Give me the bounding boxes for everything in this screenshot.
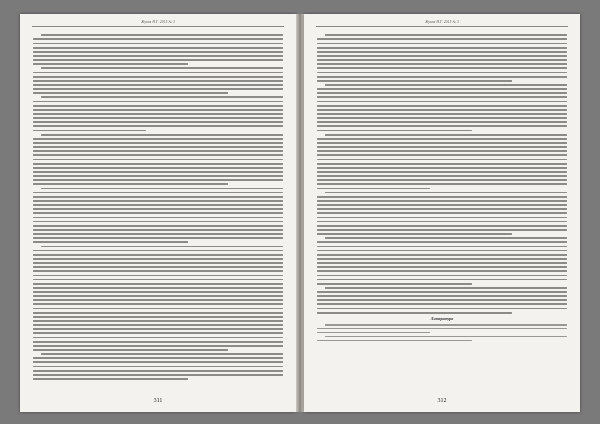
text-line [33,55,283,57]
text-line [317,221,567,223]
text-line [317,279,567,281]
text-line [33,76,283,78]
text-line [33,204,283,206]
right-page [304,14,580,412]
text-line [317,204,567,206]
text-line [317,96,567,98]
text-line [317,175,567,177]
text-line [33,200,283,202]
text-line [317,67,567,69]
text-line [325,134,567,136]
text-line [33,345,283,347]
text-line [33,221,283,223]
text-line [33,171,283,173]
text-line [33,357,283,359]
text-line [41,188,283,190]
text-line [33,233,283,235]
right-body-text [317,32,567,341]
text-line [317,299,567,301]
text-line [317,63,567,65]
text-line [41,246,283,248]
text-line [33,47,283,49]
text-line [33,159,283,161]
text-line [33,167,283,169]
left-head-rule [32,26,284,27]
text-line [33,138,283,140]
text-line [33,361,283,363]
text-line [33,51,283,53]
text-line [33,196,283,198]
text-line [325,237,567,239]
text-line [325,192,567,194]
text-line [317,291,567,293]
text-line [317,171,567,173]
text-line [33,270,283,272]
text-line [33,63,188,65]
text-line [33,130,146,132]
text-line [317,51,567,53]
text-line [317,283,472,285]
text-line [33,179,283,181]
text-line [317,266,567,268]
left-page [20,14,296,412]
text-line [33,150,283,152]
text-line [317,121,567,123]
text-line [33,72,283,74]
text-line [317,167,567,169]
text-line [317,88,567,90]
text-line [33,374,283,376]
text-line [33,266,283,268]
right-head-rule [316,26,568,27]
text-line [33,287,283,289]
text-line [317,150,567,152]
text-line [33,192,283,194]
reference-line [325,336,567,338]
reference-line [317,332,430,334]
text-line [33,43,283,45]
text-line [33,241,188,243]
text-line [317,225,567,227]
text-line [33,237,283,239]
text-line [317,295,567,297]
book-gutter [296,14,304,412]
text-line [33,183,228,185]
text-line [33,328,283,330]
left-body-text [33,32,283,380]
reference-line [317,340,472,342]
text-line [33,254,283,256]
text-line [33,38,283,40]
left-running-head: Жуков Н.Г. 2015 № 3 [141,20,175,24]
text-line [33,154,283,156]
text-line [317,38,567,40]
text-line [33,366,283,368]
text-line [317,188,430,190]
text-line [41,34,283,36]
text-line [317,55,567,57]
text-line [41,67,283,69]
text-line [317,303,567,305]
text-line [33,229,283,231]
text-line [317,258,567,260]
text-line [317,163,567,165]
text-line [317,92,567,94]
text-line [317,250,567,252]
text-line [33,332,283,334]
text-line [33,208,283,210]
text-line [317,154,567,156]
text-line [317,43,567,45]
text-line [33,59,283,61]
text-line [317,146,567,148]
text-line [33,378,188,380]
text-line [33,308,283,310]
text-line [33,291,283,293]
references-title: Литература [430,315,454,321]
text-line [33,283,283,285]
text-line [41,96,283,98]
text-line [317,130,472,132]
text-line [33,146,283,148]
text-line [317,72,567,74]
text-line [317,142,567,144]
text-line [33,275,283,277]
text-line [33,324,283,326]
text-line [33,337,283,339]
text-line [33,303,283,305]
left-page-number: 311 [153,398,163,404]
text-line [33,262,283,264]
text-line [317,212,567,214]
text-line [33,295,283,297]
text-line [33,109,283,111]
text-line [317,200,567,202]
text-line [41,134,283,136]
text-line [317,241,567,243]
text-line [317,105,567,107]
text-line [317,312,512,314]
text-line [317,262,567,264]
text-line [325,34,567,36]
text-line [33,250,283,252]
text-line [317,275,567,277]
text-line [33,105,283,107]
reference-line [325,324,567,326]
text-line [33,341,283,343]
text-line [317,117,567,119]
text-line [33,316,283,318]
text-line [33,92,228,94]
text-line [317,109,567,111]
text-line [33,299,283,301]
text-line [33,88,283,90]
text-line [317,217,567,219]
text-line [33,80,283,82]
text-line [33,320,283,322]
text-line [317,246,567,248]
text-line [317,254,567,256]
text-line [317,308,567,310]
right-running-head: Жуков Н.Г. 2015 № 3 [425,20,459,24]
text-line [317,233,512,235]
text-line [317,229,567,231]
text-line [317,113,567,115]
text-line [317,208,567,210]
right-page-number: 312 [437,398,447,404]
text-line [33,113,283,115]
text-line [33,258,283,260]
text-line [33,117,283,119]
text-line [317,59,567,61]
text-line [33,217,283,219]
text-line [325,287,567,289]
text-line [33,212,283,214]
text-line [317,125,567,127]
text-line [33,225,283,227]
text-line [33,121,283,123]
text-line [317,101,567,103]
text-line [317,159,567,161]
text-line [33,125,283,127]
text-line [317,138,567,140]
text-line [33,349,228,351]
text-line [325,84,567,86]
text-line [317,179,567,181]
text-line [317,183,567,185]
text-line [41,353,283,355]
text-line [317,76,567,78]
text-line [33,163,283,165]
text-line [317,196,567,198]
text-line [33,312,283,314]
text-line [33,370,283,372]
text-line [33,84,283,86]
references-list [317,324,567,341]
text-line [33,279,283,281]
text-line [317,80,512,82]
text-line [33,101,283,103]
reference-line [317,328,567,330]
text-line [33,142,283,144]
text-line [317,47,567,49]
text-line [317,270,567,272]
text-line [33,175,283,177]
